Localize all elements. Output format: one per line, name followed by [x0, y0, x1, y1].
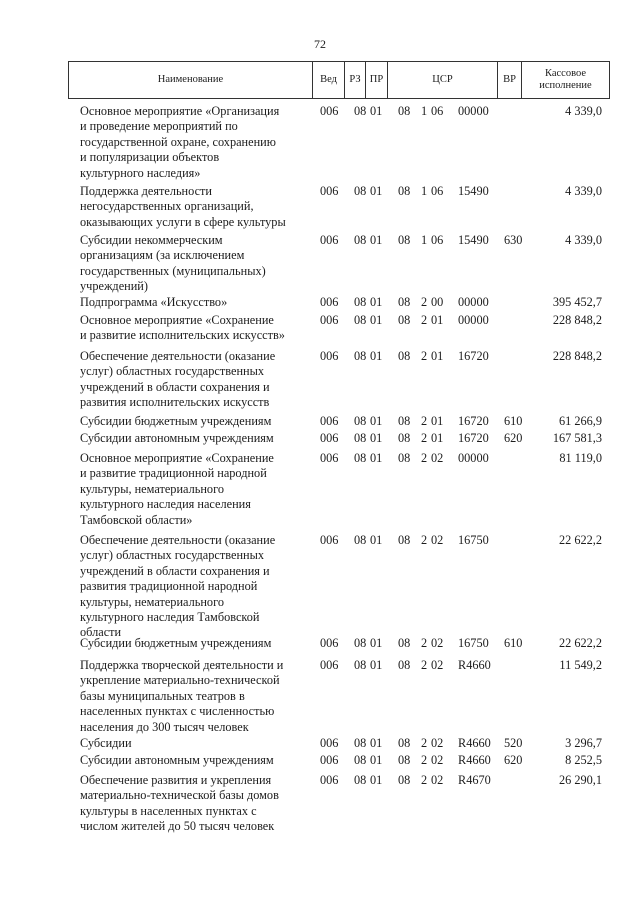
cell-ved: 006: [320, 431, 339, 445]
cell-ved: 006: [320, 104, 339, 118]
cell-c1: 08: [398, 431, 411, 445]
cell-c2: 2: [421, 636, 428, 650]
cell-ved: 006: [320, 451, 339, 465]
cell-c4: 16720: [458, 414, 489, 428]
cell-c2: 1: [421, 104, 428, 118]
cell-c2: 2: [421, 658, 428, 672]
cell-ved: 006: [320, 184, 339, 198]
cell-c4: 15490: [458, 233, 489, 247]
cell-c2: 2: [421, 313, 428, 327]
cell-amount: 11 549,2: [559, 658, 602, 672]
cell-vr: 520: [504, 736, 523, 750]
cell-ved: 006: [320, 233, 339, 247]
cell-c3: 02: [431, 451, 444, 465]
cell-c1: 08: [398, 753, 411, 767]
cell-pr: 01: [370, 636, 383, 650]
cell-c3: 06: [431, 184, 444, 198]
cell-amount: 228 848,2: [552, 313, 602, 327]
cell-c3: 02: [431, 773, 444, 787]
cell-c3: 01: [431, 431, 444, 445]
header-name: Наименование: [68, 62, 312, 98]
row-name: Субсидии бюджетным учреждениям: [80, 414, 272, 428]
cell-c1: 08: [398, 533, 411, 547]
cell-ved: 006: [320, 773, 339, 787]
cell-amount: 81 119,0: [559, 451, 602, 465]
row-name: Поддержка деятельности негосударственных организаций, оказывающих услуги в сфере культуры: [80, 184, 286, 229]
cell-c3: 02: [431, 533, 444, 547]
page-number: 72: [314, 37, 326, 51]
cell-amount: 26 290,1: [558, 773, 602, 787]
cell-c1: 08: [398, 658, 411, 672]
header-pr: ПР: [365, 62, 387, 98]
cell-vr: 630: [504, 233, 523, 247]
cell-amount: 395 452,7: [552, 295, 602, 309]
cell-ved: 006: [320, 736, 339, 750]
cell-rz: 08: [354, 349, 367, 363]
cell-c1: 08: [398, 636, 411, 650]
cell-c4: 16750: [458, 533, 489, 547]
cell-ved: 006: [320, 636, 339, 650]
cell-pr: 01: [370, 414, 383, 428]
cell-c4: R4660: [458, 658, 491, 672]
cell-c3: 01: [431, 414, 444, 428]
cell-ved: 006: [320, 414, 339, 428]
row-name: Обеспечение деятельности (оказание услуг) областных государственных учреждений в области сохранения и развития исполнительских искусств: [80, 349, 276, 410]
cell-rz: 08: [354, 233, 367, 247]
cell-pr: 01: [370, 104, 383, 118]
cell-c1: 08: [398, 451, 411, 465]
cell-c1: 08: [398, 233, 411, 247]
row-name: Субсидии бюджетным учреждениям: [80, 636, 272, 650]
cell-rz: 08: [354, 184, 367, 198]
cell-c2: 2: [421, 349, 428, 363]
cell-c4: 16750: [458, 636, 489, 650]
header-csr: ЦСР: [387, 62, 497, 98]
cell-vr: 620: [504, 753, 523, 767]
cell-c3: 02: [431, 636, 444, 650]
cell-c2: 2: [421, 533, 428, 547]
row-name: Обеспечение деятельности (оказание услуг) областных государственных учреждений в области сохранения и развития традиционной народной культуры, нематериального культурного наследия Тамбовской области: [80, 533, 276, 640]
row-name: Субсидии автономным учреждениям: [80, 753, 274, 767]
cell-pr: 01: [370, 349, 383, 363]
cell-amount: 228 848,2: [552, 349, 602, 363]
cell-amount: 22 622,2: [558, 636, 602, 650]
cell-c1: 08: [398, 349, 411, 363]
cell-pr: 01: [370, 773, 383, 787]
cell-amount: 22 622,2: [558, 533, 602, 547]
row-name: Обеспечение развития и укрепления материально-технической базы домов культуры в населенных пунктах с числом жителей до 50 тысяч человек: [80, 773, 279, 834]
cell-c1: 08: [398, 295, 411, 309]
cell-amount: 4 339,0: [565, 184, 602, 198]
cell-pr: 01: [370, 431, 383, 445]
cell-pr: 01: [370, 313, 383, 327]
cell-amount: 8 252,5: [565, 753, 602, 767]
cell-vr: 610: [504, 636, 523, 650]
cell-rz: 08: [354, 636, 367, 650]
cell-c2: 1: [421, 233, 428, 247]
header-amount: Кассовое исполнение: [521, 62, 610, 98]
cell-c3: 00: [431, 295, 444, 309]
header-rz: РЗ: [344, 62, 365, 98]
cell-vr: 610: [504, 414, 523, 428]
header-vr: ВР: [497, 62, 521, 98]
cell-c2: 2: [421, 295, 428, 309]
cell-c1: 08: [398, 773, 411, 787]
cell-rz: 08: [354, 414, 367, 428]
cell-ved: 006: [320, 313, 339, 327]
cell-c3: 01: [431, 349, 444, 363]
cell-pr: 01: [370, 753, 383, 767]
table-header: [68, 61, 610, 99]
cell-pr: 01: [370, 533, 383, 547]
cell-vr: 620: [504, 431, 523, 445]
cell-pr: 01: [370, 184, 383, 198]
row-name: Основное мероприятие «Сохранение и развитие традиционной народной культуры, нематериального культурного наследия населения Тамбовской области»: [80, 451, 274, 527]
cell-amount: 4 339,0: [565, 104, 602, 118]
cell-rz: 08: [354, 451, 367, 465]
cell-c2: 2: [421, 414, 428, 428]
row-name: Субсидии автономным учреждениям: [80, 431, 274, 445]
cell-c2: 1: [421, 184, 428, 198]
cell-ved: 006: [320, 295, 339, 309]
cell-c2: 2: [421, 773, 428, 787]
cell-c3: 06: [431, 233, 444, 247]
row-name: Поддержка творческой деятельности и укрепление материально-технической базы муниципальных театров в населенных пунктах с численностью населения до 300 тысяч человек: [80, 658, 284, 734]
cell-c3: 02: [431, 736, 444, 750]
cell-amount: 3 296,7: [565, 736, 602, 750]
cell-rz: 08: [354, 658, 367, 672]
cell-c1: 08: [398, 104, 411, 118]
row-name: Субсидии: [80, 736, 132, 750]
cell-c2: 2: [421, 431, 428, 445]
cell-ved: 006: [320, 658, 339, 672]
cell-rz: 08: [354, 104, 367, 118]
cell-ved: 006: [320, 349, 339, 363]
cell-rz: 08: [354, 431, 367, 445]
cell-c3: 06: [431, 104, 444, 118]
cell-rz: 08: [354, 736, 367, 750]
cell-rz: 08: [354, 753, 367, 767]
cell-c4: R4660: [458, 736, 491, 750]
cell-rz: 08: [354, 313, 367, 327]
cell-c4: 00000: [458, 313, 489, 327]
cell-ved: 006: [320, 753, 339, 767]
row-name: Подпрограмма «Искусство»: [80, 295, 228, 309]
cell-pr: 01: [370, 295, 383, 309]
cell-rz: 08: [354, 773, 367, 787]
cell-c4: R4660: [458, 753, 491, 767]
cell-c1: 08: [398, 414, 411, 428]
cell-c4: 00000: [458, 451, 489, 465]
header-ved: Вед: [312, 62, 344, 98]
cell-c1: 08: [398, 313, 411, 327]
cell-c2: 2: [421, 753, 428, 767]
cell-c1: 08: [398, 736, 411, 750]
cell-c4: R4670: [458, 773, 491, 787]
cell-pr: 01: [370, 451, 383, 465]
cell-amount: 4 339,0: [565, 233, 602, 247]
cell-pr: 01: [370, 658, 383, 672]
cell-c4: 00000: [458, 104, 489, 118]
cell-c4: 00000: [458, 295, 489, 309]
cell-c3: 02: [431, 753, 444, 767]
row-name: Основное мероприятие «Организация и проведение мероприятий по государственной охране, сохранению и популяризации объектов культурного наследия»: [80, 104, 280, 180]
row-name: Основное мероприятие «Сохранение и развитие исполнительских искусств»: [80, 313, 285, 343]
row-name: Субсидии некоммерческим организациям (за исключением государственных (муниципальных) учреждений): [80, 233, 266, 294]
cell-pr: 01: [370, 233, 383, 247]
cell-ved: 006: [320, 533, 339, 547]
cell-c4: 16720: [458, 431, 489, 445]
cell-c2: 2: [421, 736, 428, 750]
cell-rz: 08: [354, 533, 367, 547]
cell-c4: 16720: [458, 349, 489, 363]
cell-c3: 01: [431, 313, 444, 327]
cell-amount: 61 266,9: [558, 414, 602, 428]
cell-pr: 01: [370, 736, 383, 750]
cell-c2: 2: [421, 451, 428, 465]
cell-c4: 15490: [458, 184, 489, 198]
cell-rz: 08: [354, 295, 367, 309]
cell-c1: 08: [398, 184, 411, 198]
cell-c3: 02: [431, 658, 444, 672]
cell-amount: 167 581,3: [552, 431, 602, 445]
